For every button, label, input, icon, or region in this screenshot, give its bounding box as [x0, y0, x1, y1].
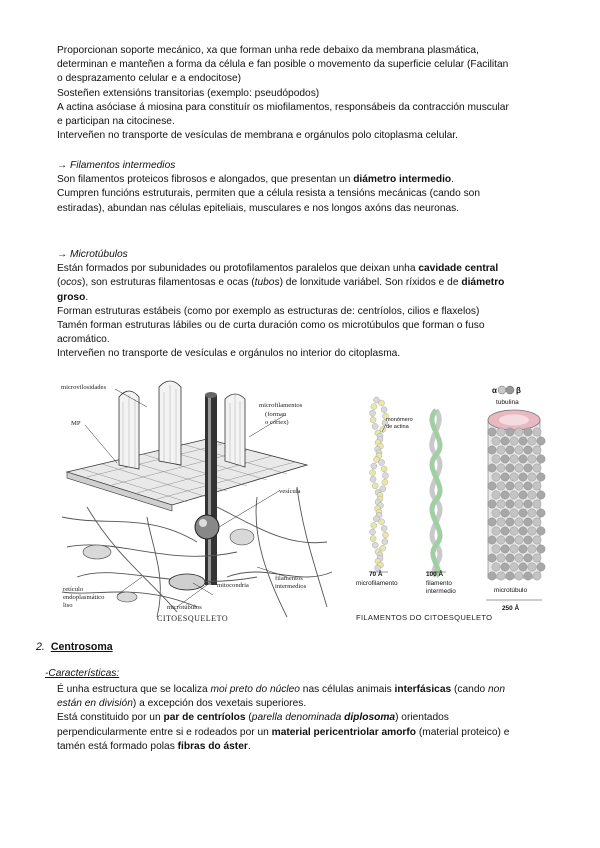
tubulin-subunit	[528, 509, 536, 517]
label-250: 250 Å	[502, 605, 520, 612]
tubulin-subunit	[519, 455, 527, 463]
tubulin-subunit	[524, 572, 532, 580]
intermediate-filaments-section	[57, 159, 552, 216]
tubulin-subunit	[537, 473, 545, 481]
tubulin-subunit	[497, 572, 505, 580]
tubulin-subunit	[492, 509, 500, 517]
tubulin-subunit	[524, 428, 532, 436]
label-vesicle: vesícula	[279, 488, 301, 495]
actin-monomer	[370, 536, 376, 542]
tubulin-subunit	[537, 563, 545, 571]
tubulin-subunit	[506, 536, 514, 544]
tubulin-subunit	[519, 473, 527, 481]
tubulin-subunit	[519, 491, 527, 499]
label-microtubules: microtúbulos	[167, 604, 202, 611]
text-line	[57, 291, 552, 305]
tubulin-subunit	[492, 455, 500, 463]
text-run: Están formados por subunidades ou protofilamentos paralelos que deixan unha	[57, 263, 419, 275]
actin-monomer	[370, 529, 376, 535]
text-line: acromático.	[57, 334, 110, 346]
text-line: A actina asóciase á miosina para constituír os miofilamentos, responsábeis da contracción muscular	[57, 101, 509, 113]
actin-monomer	[370, 476, 376, 482]
bold-term: fibras do áster	[177, 740, 248, 752]
actin-monomer	[372, 483, 378, 489]
actin-monomer	[373, 516, 379, 522]
tubulin-subunit	[524, 446, 532, 454]
tubulin-subunit	[488, 554, 496, 562]
text-run: (cando	[451, 684, 488, 695]
text-run: ) orientados	[395, 712, 449, 724]
tubulin-subunit	[524, 500, 532, 508]
tubulin-subunit	[492, 527, 500, 535]
text-line	[57, 173, 552, 187]
label-mp: MP	[71, 420, 81, 427]
italic-term: moi preto do núcleo	[210, 684, 300, 695]
label-70: 70 Å	[369, 571, 383, 578]
tubulin-subunit	[497, 518, 505, 526]
tubulin-subunit	[501, 527, 509, 535]
intermediate-filament-ribbon	[432, 410, 440, 576]
beta-tubulin-icon	[506, 386, 514, 394]
tubulin-subunit	[537, 491, 545, 499]
tubulin-subunit	[506, 428, 514, 436]
text-run: .	[247, 740, 251, 752]
italic-term: tubos	[254, 277, 280, 289]
tubulin-subunit	[488, 482, 496, 490]
tubulin-subunit	[497, 428, 505, 436]
tubulin-subunit	[528, 455, 536, 463]
label-microtubule: microtúbulo	[494, 587, 528, 594]
actin-monomer	[371, 522, 377, 528]
tubulin-subunit	[519, 527, 527, 535]
tubulin-subunit	[528, 545, 536, 553]
label-100: 100 Å	[426, 571, 444, 578]
tubulin-subunit	[492, 473, 500, 481]
tubulin-subunit	[533, 464, 541, 472]
tubulin-subunit	[488, 446, 496, 454]
tubulin-subunit	[537, 545, 545, 553]
actin-monomer	[380, 426, 386, 432]
bold-term: cavidade central	[418, 263, 499, 275]
tubulin-subunit	[515, 428, 523, 436]
actin-monomer	[381, 466, 387, 472]
tubulin-subunit	[515, 464, 523, 472]
text-line	[57, 740, 552, 754]
filaments-illustration	[352, 380, 552, 624]
cortex-slab	[67, 439, 307, 505]
tubulin-subunit	[488, 428, 496, 436]
intermediate-filaments-heading: → Filamentos intermedios	[57, 160, 176, 171]
tubulin-subunit	[492, 437, 500, 445]
actin-monomer	[382, 532, 388, 538]
text-run: (	[57, 277, 61, 289]
text-line	[57, 683, 552, 697]
tubulin-subunit	[533, 518, 541, 526]
centrosome-heading	[36, 641, 113, 653]
filaments-caption: FILAMENTOS DO CITOESQUELETO	[356, 613, 493, 622]
tubulin-subunit	[492, 545, 500, 553]
tubulin-subunit	[510, 545, 518, 553]
tubulin-subunit	[506, 500, 514, 508]
text-line: Sosteñen extensións transitorias (exemplo: pseudópodos)	[57, 87, 320, 99]
actin-monomer	[382, 479, 388, 485]
tubulin-subunit	[515, 554, 523, 562]
tubulin-subunit	[501, 563, 509, 571]
tubulin-subunit	[506, 482, 514, 490]
text-run: (material proteico) e	[416, 726, 510, 738]
tubulin-subunit	[524, 482, 532, 490]
section-number: 2.	[36, 641, 45, 653]
text-line: estiradas), abundan nas células epiteliais, musculares e nos longos axóns das neuronas.	[57, 202, 460, 214]
organelles	[83, 529, 254, 602]
tubulin-subunit	[510, 437, 518, 445]
microtubules-section	[57, 248, 552, 362]
cytoskeleton-functions-text	[57, 44, 552, 143]
label-if-1: filamento	[426, 580, 452, 587]
tubulin-subunit	[528, 491, 536, 499]
actin-monomer	[381, 525, 387, 531]
monomer-label-2: de actina	[386, 424, 409, 430]
tubulin-subunit	[533, 536, 541, 544]
tubulin-subunit	[497, 536, 505, 544]
tubulin-subunit	[537, 509, 545, 517]
text-run: (	[245, 712, 252, 724]
tubulin-subunit	[515, 536, 523, 544]
tubulin-subunit	[497, 482, 505, 490]
label-er-1: retículo	[63, 586, 84, 593]
tubulin-subunit	[488, 518, 496, 526]
label-microvilli: microvilosidades	[61, 384, 107, 391]
tubulin-subunit	[524, 464, 532, 472]
italic-term: ocos	[60, 277, 82, 289]
microtubules-heading: → Microtúbulos	[57, 249, 128, 260]
tubulin-subunit	[515, 446, 523, 454]
italic-term: non	[488, 684, 505, 695]
tubulin-subunit	[533, 500, 541, 508]
tubulin-subunit	[515, 500, 523, 508]
label-if-2: intermedios	[275, 583, 307, 590]
characteristics-subheading: -Características:	[45, 668, 120, 679]
tubulin-subunit	[506, 464, 514, 472]
text-line	[57, 697, 552, 711]
cytoskeleton-illustration	[57, 377, 335, 625]
actin-monomer	[370, 470, 376, 476]
tubulin-subunit	[497, 446, 505, 454]
label-er-2: endoplasmático	[63, 594, 105, 601]
tubulin-label: tubulina	[496, 399, 519, 406]
text-run: .	[85, 291, 89, 303]
actin-monomer	[379, 400, 385, 406]
tubulin-subunit	[492, 563, 500, 571]
italic-term: parella denominada	[251, 712, 345, 724]
tubulin-subunit	[515, 518, 523, 526]
tubulin-subunit	[506, 446, 514, 454]
tubulin-subunit	[519, 509, 527, 517]
actin-monomer	[372, 423, 378, 429]
actin-monomer	[370, 410, 376, 416]
vesicle-highlight	[199, 519, 207, 527]
text-run: perpendicularmente entre si e rodeados por un	[57, 726, 272, 738]
label-form-cortex-1: (forman	[265, 411, 287, 418]
text-run: ) de lonxitude variábel. Son ríxidos e de	[279, 277, 462, 289]
tubulin-subunit	[488, 572, 496, 580]
label-mitochondria: mitocondria	[217, 582, 249, 589]
text-run: Son filamentos proteicos fibrosos e alongados, que presentan un	[57, 174, 354, 186]
text-line	[57, 262, 552, 276]
tubulin-subunit	[533, 446, 541, 454]
alpha-symbol: α	[492, 386, 497, 395]
actin-monomer	[382, 473, 388, 479]
tubulin-subunit	[506, 572, 514, 580]
beta-symbol: β	[516, 386, 521, 395]
actin-monomer	[370, 417, 376, 423]
vesicle-shape	[195, 515, 219, 539]
label-if-2: intermedio	[426, 588, 456, 595]
text-run: Está constituido por un	[57, 712, 164, 724]
text-run: nas células animais	[299, 684, 395, 695]
tubulin-subunit	[515, 482, 523, 490]
filaments-figure	[352, 380, 552, 624]
tubulin-subunit	[528, 437, 536, 445]
italic-term: están en división	[57, 698, 133, 710]
label-microfilaments: microfilamentos	[259, 402, 303, 409]
text-run: tamén está formado polas	[57, 740, 178, 752]
tubulin-subunit	[497, 500, 505, 508]
tubulin-subunit	[515, 572, 523, 580]
tubulin-subunit	[510, 509, 518, 517]
text-line	[57, 711, 552, 725]
tubulin-subunit	[501, 491, 509, 499]
tubulin-subunit	[533, 482, 541, 490]
tubulin-subunit	[501, 437, 509, 445]
tubulin-subunit	[510, 473, 518, 481]
mitochondrion-shape	[169, 574, 205, 590]
text-line: Proporcionan soporte mecánico, xa que forman unha rede debaixo da membrana plasmática,	[57, 45, 479, 56]
bold-term: diámetro intermedio	[353, 174, 452, 186]
tubulin-subunit	[524, 536, 532, 544]
actin-monomer	[379, 519, 385, 525]
tubulin-subunit	[510, 563, 518, 571]
tubulin-subunit	[537, 455, 545, 463]
text-line	[57, 726, 552, 740]
microtubule-cylinder	[488, 410, 545, 580]
tubulin-subunit	[528, 527, 536, 535]
actin-monomer	[372, 542, 378, 548]
text-run: ) a excepción dos vexetais superiores.	[132, 698, 307, 710]
microtubule-tip	[205, 392, 217, 398]
centrosome-text	[57, 683, 552, 754]
actin-monomer	[381, 407, 387, 413]
tubulin-subunit	[506, 554, 514, 562]
tubulin-subunit	[488, 464, 496, 472]
bold-term: interfásicas	[394, 684, 452, 695]
section-title: Centrosoma	[50, 641, 113, 653]
text-line: Interveñen no transporte de vesículas e orgánulos no interior do citoplasma.	[57, 348, 401, 360]
tubulin-subunit	[510, 455, 518, 463]
bold-term: groso	[57, 291, 86, 303]
text-line: determinan e manteñen a forma da célula e fan posible o movemento da superficie celular (Facilitan	[57, 59, 509, 71]
tubulin-subunit	[501, 473, 509, 481]
tubulin-subunit	[488, 536, 496, 544]
tubulin-subunit	[506, 518, 514, 526]
tubulin-subunit	[524, 554, 532, 562]
tubulin-subunit	[501, 455, 509, 463]
tubulin-subunit	[519, 545, 527, 553]
actin-monomer	[371, 404, 377, 410]
text-run: .	[451, 174, 454, 186]
text-run: É unha estructura que se localiza	[57, 684, 211, 695]
bold-term: diámetro	[461, 277, 505, 289]
alpha-tubulin-icon	[498, 386, 506, 394]
actin-monomer	[382, 539, 388, 545]
tubulin-subunit	[497, 554, 505, 562]
figure-caption: CITOESQUELETO	[157, 614, 229, 623]
tubulin-subunit	[510, 491, 518, 499]
label-if-1: filamentos	[275, 575, 303, 582]
bold-term: par de centríolos	[163, 712, 246, 724]
tubulin-subunit	[533, 428, 541, 436]
text-line: o desprazamento celular e a endocitose)	[57, 73, 242, 85]
text-line: e participan na citocinese.	[57, 116, 175, 128]
tubulin-subunit	[519, 563, 527, 571]
text-line: Cumpren funcións estruturais, permiten que a célula resista a tensións mecánicas (cando son	[57, 188, 481, 200]
actin-monomer	[379, 459, 385, 465]
microtubule-highlight	[208, 395, 211, 585]
bold-italic-term: diplosoma	[344, 712, 396, 724]
label-microfilament: microfilamento	[356, 580, 398, 587]
tubulin-subunit	[497, 464, 505, 472]
tubulin-subunit	[537, 527, 545, 535]
tubulin-subunit	[519, 437, 527, 445]
text-run: ), son estruturas filamentosas e ocas (	[81, 277, 255, 289]
tubulin-subunit	[528, 473, 536, 481]
cytoskeleton-figure	[57, 377, 335, 625]
monomer-label-1: monómero	[386, 417, 413, 423]
text-line: Interveñen no transporte de vesículas de membrana e orgánulos polo citoplasma celular.	[57, 130, 458, 142]
tubulin-subunit	[501, 509, 509, 517]
tubulin-subunit	[537, 437, 545, 445]
bold-term: material pericentriolar amorfo	[271, 726, 417, 738]
actin-monomer	[371, 463, 377, 469]
tubulin-subunit	[492, 491, 500, 499]
tubulin-subunit	[510, 527, 518, 535]
tubulin-subunit	[533, 554, 541, 562]
tubulin-subunit	[528, 563, 536, 571]
label-er-3: liso	[63, 602, 73, 609]
tubulin-subunit	[524, 518, 532, 526]
tubulin-subunit	[533, 572, 541, 580]
text-line: Tamén forman estruturas lábiles ou de curta duración como os microtúbulos que forman o fuso	[57, 320, 485, 332]
tubulin-subunit	[501, 545, 509, 553]
text-line: Forman estruturas estábeis (como por exemplo as estructuras de: centríolos, cilios e flaxelos)	[57, 305, 480, 317]
tubulin-subunit	[488, 500, 496, 508]
label-form-cortex-2: o córtex)	[265, 419, 289, 426]
text-line	[57, 276, 552, 290]
